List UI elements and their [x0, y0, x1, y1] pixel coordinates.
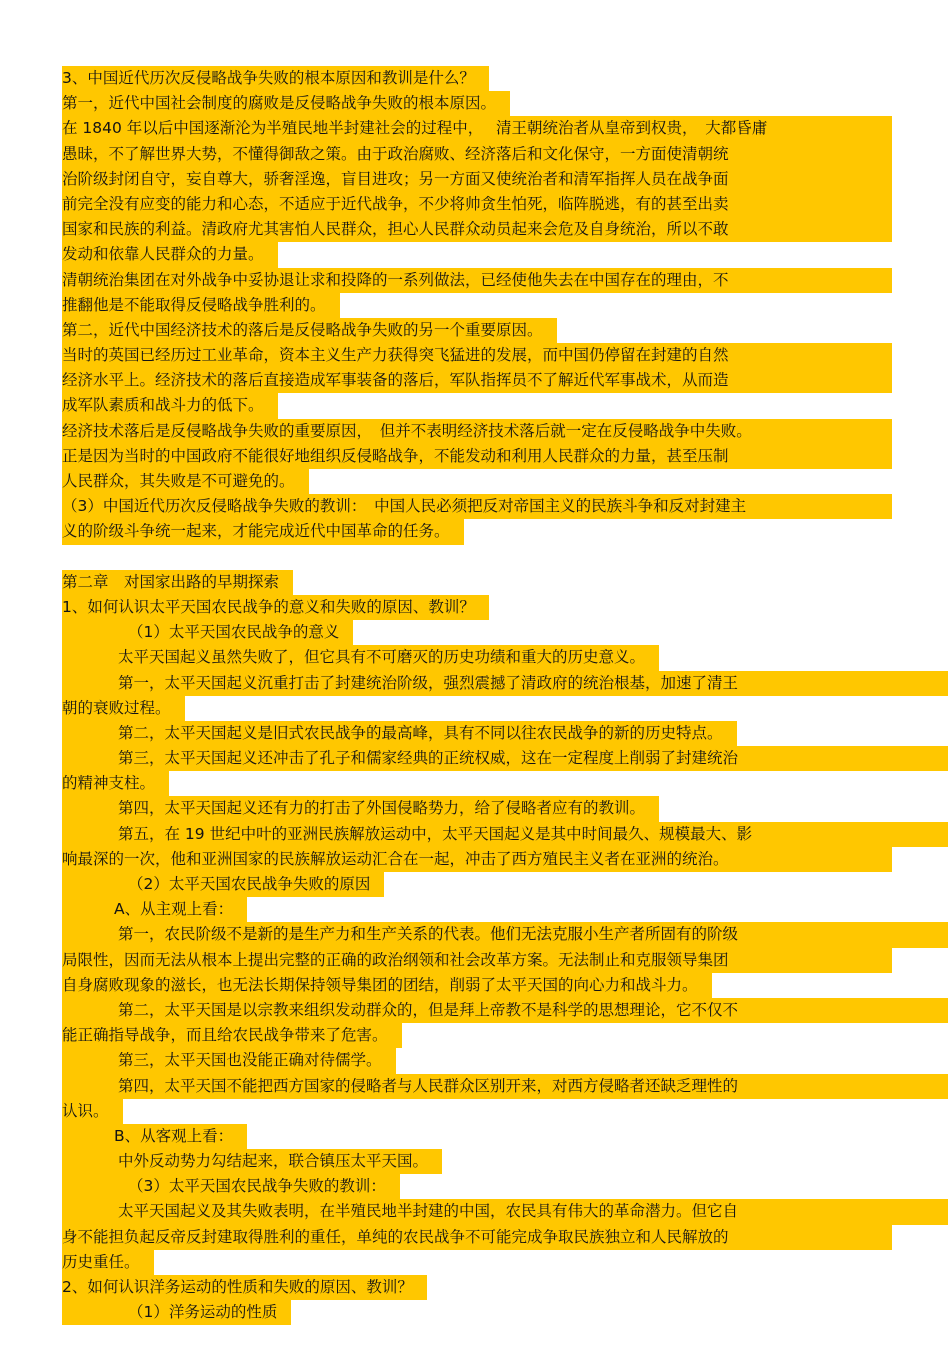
text-line: [62, 66, 892, 91]
text-line: [62, 922, 892, 947]
highlighted-text: 国家和民族的利益。清政府尤其害怕人民群众，担心人民群众动员起来会危及自身统治，所以不敢: [62, 217, 892, 242]
text-line: [62, 1225, 892, 1250]
text-line: [62, 167, 892, 192]
highlighted-text: 历史重任。: [62, 1250, 154, 1275]
highlighted-text: 第二章 对国家出路的早期探索: [62, 570, 293, 595]
text-line: [62, 268, 892, 293]
text-line: [62, 771, 892, 796]
text-line: [62, 519, 892, 544]
text-line: [62, 1074, 892, 1099]
text-line: [62, 444, 892, 469]
highlighted-text: 义的阶级斗争统一起来，才能完成近代中国革命的任务。: [62, 519, 464, 544]
highlighted-text: （3）太平天国农民战争失败的教训：: [62, 1174, 400, 1199]
text-line: [62, 217, 892, 242]
highlighted-text: 第二，近代中国经济技术的落后是反侵略战争失败的另一个重要原因。: [62, 318, 557, 343]
text-line: [62, 368, 892, 393]
highlighted-text: 中外反动势力勾结起来，联合镇压太平天国。: [62, 1149, 442, 1174]
highlighted-text: 太平天国起义虽然失败了，但它具有不可磨灭的历史功绩和重大的历史意义。: [62, 645, 659, 670]
highlighted-text: （2）太平天国农民战争失败的原因: [62, 872, 384, 897]
highlighted-text: 经济技术落后是反侵略战争失败的重要原因， 但并不表明经济技术落后就一定在反侵略战争中失败。: [62, 419, 892, 444]
highlighted-text: 治阶级封闭自守，妄自尊大，骄奢淫逸，盲目进攻；另一方面又使统治者和清军指挥人员在战争面: [62, 167, 892, 192]
text-line: [62, 293, 892, 318]
highlighted-text: 自身腐败现象的滋长，也无法长期保持领导集团的团结，削弱了太平天国的向心力和战斗力。: [62, 973, 712, 998]
highlighted-text: 前完全没有应变的能力和心态，不适应于近代战争，不少将帅贪生怕死，临阵脱逃，有的甚至出卖: [62, 192, 892, 217]
text-line: [62, 948, 892, 973]
blank-line: [62, 545, 892, 570]
text-line: [62, 343, 892, 368]
highlighted-text: 人民群众，其失败是不可避免的。: [62, 469, 309, 494]
text-line: [62, 570, 892, 595]
highlighted-text: 2、如何认识洋务运动的性质和失败的原因、教训？: [62, 1275, 427, 1300]
text-line: [62, 142, 892, 167]
highlighted-text: （1）洋务运动的性质: [62, 1300, 291, 1325]
text-line: [62, 746, 892, 771]
highlighted-text: 认识。: [62, 1099, 123, 1124]
highlighted-text: A、从主观上看：: [62, 897, 247, 922]
highlighted-text: 第一，近代中国社会制度的腐败是反侵略战争失败的根本原因。: [62, 91, 510, 116]
text-line: [62, 1250, 892, 1275]
document-body: [62, 66, 892, 1325]
text-line: [62, 494, 892, 519]
text-line: [62, 393, 892, 418]
text-line: [62, 645, 892, 670]
text-line: [62, 192, 892, 217]
highlighted-text: B、从客观上看：: [62, 1124, 247, 1149]
text-line: [62, 419, 892, 444]
text-line: [62, 620, 892, 645]
highlighted-text: 第二，太平天国是以宗教来组织发动群众的，但是拜上帝教不是科学的思想理论，它不仅不: [62, 998, 948, 1023]
highlighted-text: 第一，农民阶级不是新的是生产力和生产关系的代表。他们无法克服小生产者所固有的阶级: [62, 922, 948, 947]
text-line: [62, 822, 892, 847]
highlighted-text: 身不能担负起反帝反封建取得胜利的重任，单纯的农民战争不可能完成争取民族独立和人民解放的: [62, 1225, 892, 1250]
text-line: [62, 973, 892, 998]
highlighted-text: 清朝统治集团在对外战争中妥协退让求和投降的一系列做法，已经使他失去在中国存在的理由，不: [62, 268, 892, 293]
text-line: [62, 897, 892, 922]
highlighted-text: 能正确指导战争，而且给农民战争带来了危害。: [62, 1023, 402, 1048]
highlighted-text: 第二，太平天国起义是旧式农民战争的最高峰，具有不同以往农民战争的新的历史特点。: [62, 721, 737, 746]
text-line: [62, 671, 892, 696]
highlighted-text: 1、如何认识太平天国农民战争的意义和失败的原因、教训？: [62, 595, 489, 620]
highlighted-text: 朝的衰败过程。: [62, 696, 185, 721]
text-line: [62, 1300, 892, 1325]
text-line: [62, 1023, 892, 1048]
highlighted-text: 响最深的一次，他和亚洲国家的民族解放运动汇合在一起，冲击了西方殖民主义者在亚洲的统治。: [62, 847, 892, 872]
highlighted-text: 第三，太平天国也没能正确对待儒学。: [62, 1048, 396, 1073]
text-line: [62, 872, 892, 897]
highlighted-text: 第五，在 19 世纪中叶的亚洲民族解放运动中，太平天国起义是其中时间最久、规模最大、影: [62, 822, 948, 847]
text-line: [62, 1174, 892, 1199]
text-line: [62, 116, 892, 141]
highlighted-text: （3）中国近代历次反侵略战争失败的教训： 中国人民必须把反对帝国主义的民族斗争和反对封建主: [62, 494, 892, 519]
text-line: [62, 998, 892, 1023]
text-line: [62, 318, 892, 343]
highlighted-text: 经济水平上。经济技术的落后直接造成军事装备的落后，军队指挥员不了解近代军事战术，从而造: [62, 368, 892, 393]
text-line: [62, 696, 892, 721]
text-line: [62, 1048, 892, 1073]
highlighted-text: 第三，太平天国起义还冲击了孔子和儒家经典的正统权威，这在一定程度上削弱了封建统治: [62, 746, 948, 771]
highlighted-text: 在 1840 年以后中国逐渐沦为半殖民地半封建社会的过程中， 清王朝统治者从皇帝到权贵， 大都昏庸: [62, 116, 892, 141]
text-line: [62, 1149, 892, 1174]
highlighted-text: 第四，太平天国起义还有力的打击了外国侵略势力，给了侵略者应有的教训。: [62, 796, 659, 821]
text-line: [62, 1099, 892, 1124]
highlighted-text: 当时的英国已经历过工业革命，资本主义生产力获得突飞猛进的发展，而中国仍停留在封建的自然: [62, 343, 892, 368]
text-line: [62, 1275, 892, 1300]
highlighted-text: 正是因为当时的中国政府不能很好地组织反侵略战争，不能发动和利用人民群众的力量，甚至压制: [62, 444, 892, 469]
highlighted-text: 太平天国起义及其失败表明，在半殖民地半封建的中国，农民具有伟大的革命潜力。但它自: [62, 1199, 948, 1224]
text-line: [62, 595, 892, 620]
text-line: [62, 242, 892, 267]
highlighted-text: （1）太平天国农民战争的意义: [62, 620, 353, 645]
highlighted-text: 愚昧，不了解世界大势，不懂得御敌之策。由于政治腐败、经济落后和文化保守，一方面使清朝统: [62, 142, 892, 167]
highlighted-text: 第四，太平天国不能把西方国家的侵略者与人民群众区别开来，对西方侵略者还缺乏理性的: [62, 1074, 948, 1099]
highlighted-text: 局限性，因而无法从根本上提出完整的正确的政治纲领和社会改革方案。无法制止和克服领导集团: [62, 948, 892, 973]
text-line: [62, 469, 892, 494]
highlighted-text: 第一，太平天国起义沉重打击了封建统治阶级，强烈震撼了清政府的统治根基，加速了清王: [62, 671, 948, 696]
text-line: [62, 796, 892, 821]
highlighted-text: 成军队素质和战斗力的低下。: [62, 393, 278, 418]
text-line: [62, 1124, 892, 1149]
highlighted-text: 3、中国近代历次反侵略战争失败的根本原因和教训是什么？: [62, 66, 489, 91]
highlighted-text: 发动和依靠人民群众的力量。: [62, 242, 278, 267]
text-line: [62, 721, 892, 746]
text-line: [62, 91, 892, 116]
text-line: [62, 847, 892, 872]
text-line: [62, 1199, 892, 1224]
highlighted-text: 的精神支柱。: [62, 771, 169, 796]
highlighted-text: 推翻他是不能取得反侵略战争胜利的。: [62, 293, 340, 318]
